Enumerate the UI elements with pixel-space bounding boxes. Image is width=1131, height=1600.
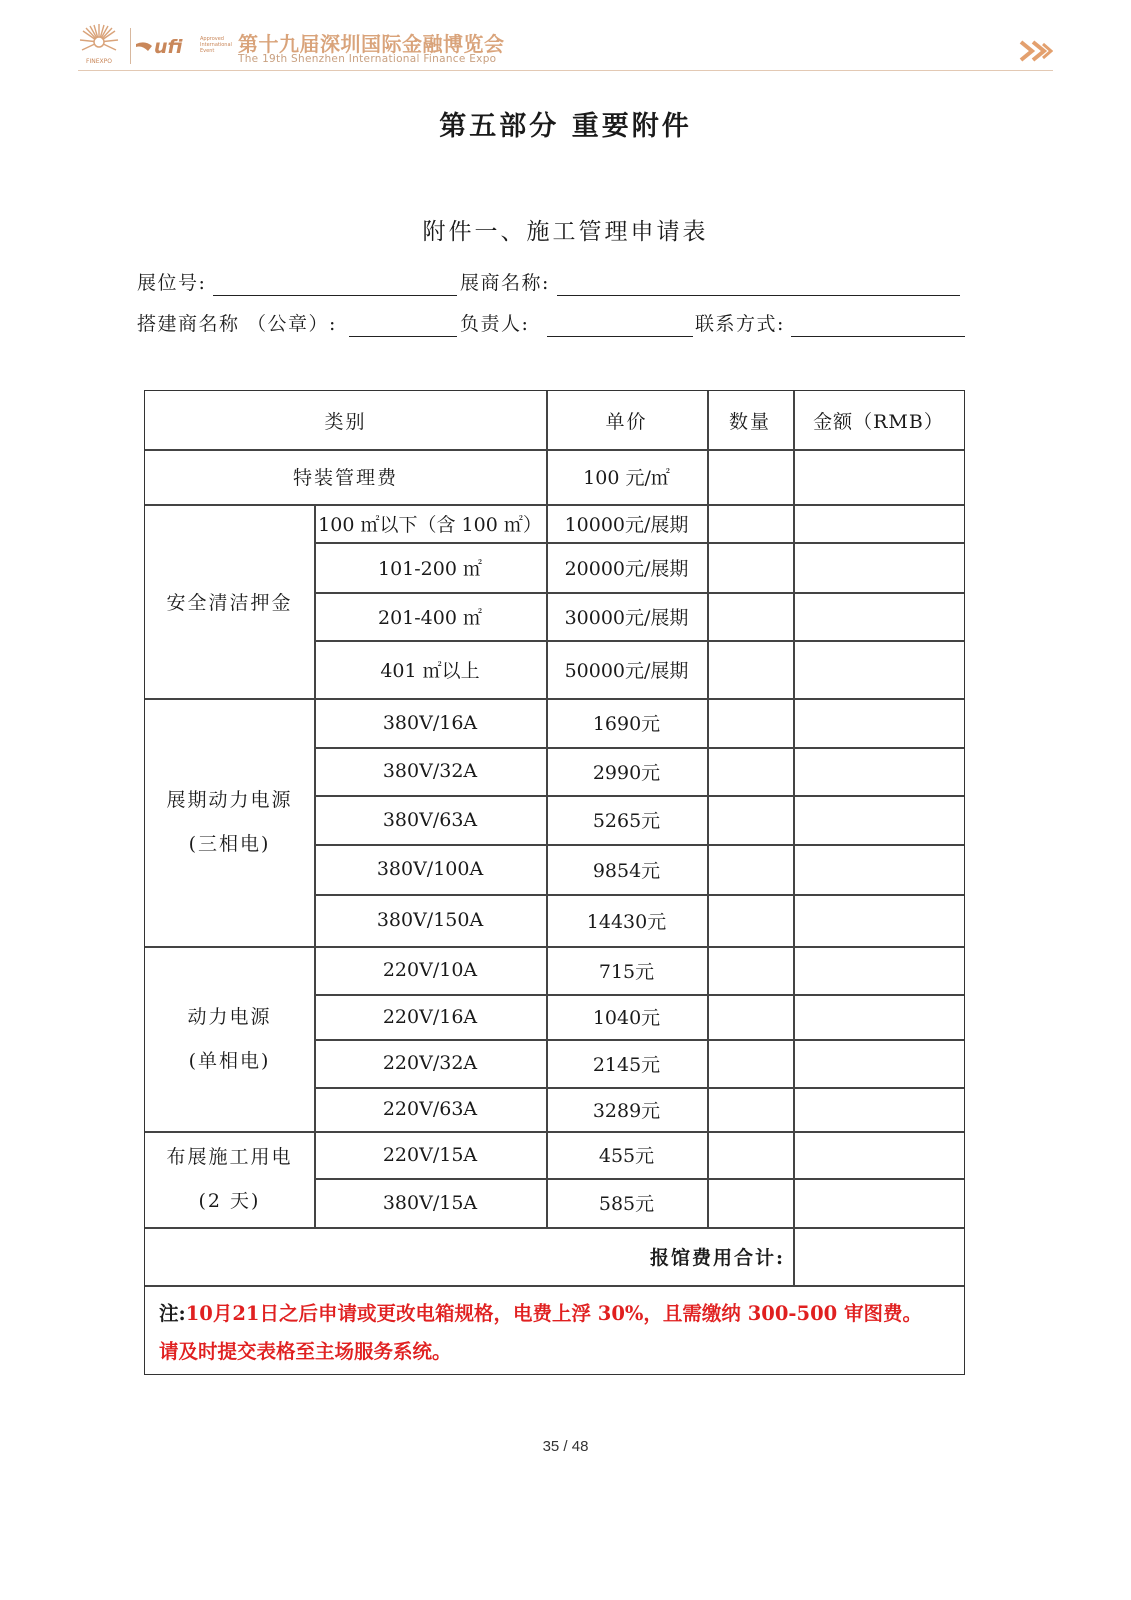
builder-name-field[interactable]	[349, 336, 457, 337]
header-unit-price: 单价	[605, 410, 648, 433]
note-line1: 10月21日之后申请或更改电箱规格，电费上浮 30%，且需缴纳 300-500 审图费。	[185, 1302, 923, 1325]
deposit-spec: 101-200 ㎡	[378, 557, 482, 580]
header-quantity: 数量	[728, 410, 771, 433]
three-phase-price: 9854元	[592, 859, 661, 882]
field-row-booth	[137, 268, 967, 298]
field-row-builder	[137, 309, 967, 339]
construction-spec: 220V/15A	[382, 1143, 478, 1166]
single-phase-price: 3289元	[592, 1099, 661, 1122]
header-divider	[130, 28, 131, 64]
ufi-text: ufi	[154, 36, 183, 58]
construction-spec: 380V/15A	[382, 1191, 478, 1214]
part-title: 第五部分 重要附件	[439, 111, 692, 142]
single-phase-label: 动力电源 (单相电)	[187, 1005, 272, 1072]
contact-label: 联系方式:	[695, 313, 785, 335]
three-phase-spec: 380V/32A	[382, 760, 478, 782]
single-phase-price: 1040元	[592, 1007, 661, 1029]
three-phase-spec: 380V/150A	[376, 909, 484, 931]
ufi-logo	[136, 32, 236, 62]
svg-text:FINEXPO: FINEXPO	[86, 58, 112, 65]
expo-title: 第十九届深圳国际金融博览会	[238, 32, 505, 56]
exhibitor-name-label: 展商名称:	[460, 272, 550, 294]
three-phase-spec: 380V/16A	[382, 711, 478, 734]
deposit-price: 30000元/展期	[564, 606, 689, 629]
single-phase-spec: 220V/10A	[382, 959, 478, 981]
three-phase-price: 14430元	[586, 910, 667, 933]
three-phase-label: 展期动力电源 (三相电)	[166, 789, 293, 855]
deposit-spec: 401 ㎡以上	[380, 659, 480, 682]
contact-field[interactable]	[791, 336, 965, 337]
application-table	[144, 390, 965, 1375]
person-in-charge-field[interactable]	[547, 336, 693, 337]
note	[159, 1295, 959, 1371]
expo-subtitle: The 19th Shenzhen International Finance Expo	[238, 53, 497, 65]
total-label: 报馆费用合计:	[649, 1246, 785, 1269]
deposit-price: 10000元/展期	[564, 513, 689, 536]
ufi-mark-icon	[136, 41, 154, 53]
exhibitor-name-field[interactable]	[557, 295, 960, 296]
deposit-price: 20000元/展期	[564, 557, 689, 580]
page-header	[78, 22, 1053, 72]
single-phase-spec: 220V/16A	[382, 1005, 478, 1028]
form-title: 附件一、施工管理申请表	[422, 219, 709, 245]
header-rule	[78, 70, 1053, 71]
builder-name-label: 搭建商名称 （公章）:	[137, 313, 337, 335]
single-phase-price: 715元	[598, 960, 655, 983]
header-amount: 金额（RMB）	[813, 410, 944, 433]
construction-price: 585元	[598, 1193, 655, 1215]
deposit-spec: 100 ㎡以下（含 100 ㎡）	[318, 513, 542, 536]
construction-price: 455元	[598, 1145, 655, 1167]
deposit-label: 安全清洁押金	[166, 591, 293, 614]
ufi-badge: Approved International Event	[200, 36, 232, 54]
double-chevron-right-icon	[1019, 40, 1053, 62]
three-phase-spec: 380V/100A	[376, 858, 484, 880]
three-phase-price: 2990元	[592, 761, 661, 784]
page-number: 35 / 48	[542, 1438, 589, 1455]
management-fee-label: 特装管理费	[292, 467, 398, 489]
booth-no-field[interactable]	[213, 295, 457, 296]
three-phase-price: 5265元	[592, 810, 661, 832]
construction-label: 布展施工用电 (2 天)	[166, 1146, 293, 1212]
note-line2: 请及时提交表格至主场服务系统。	[159, 1340, 452, 1363]
booth-no-label: 展位号:	[137, 272, 207, 294]
management-fee-price: 100 元/㎡	[583, 467, 670, 489]
single-phase-spec: 220V/63A	[382, 1098, 478, 1120]
three-phase-spec: 380V/63A	[382, 808, 478, 831]
single-phase-spec: 220V/32A	[382, 1052, 478, 1074]
three-phase-price: 1690元	[592, 713, 661, 735]
single-phase-price: 2145元	[592, 1053, 661, 1076]
deposit-spec: 201-400 ㎡	[378, 606, 482, 629]
total-amount-field[interactable]	[793, 1227, 964, 1285]
deposit-price: 50000元/展期	[564, 659, 689, 682]
header-category: 类别	[324, 410, 367, 433]
person-in-charge-label: 负责人:	[460, 313, 530, 335]
finexpo-logo-icon	[78, 22, 120, 66]
note-lead: 注:	[159, 1302, 186, 1325]
